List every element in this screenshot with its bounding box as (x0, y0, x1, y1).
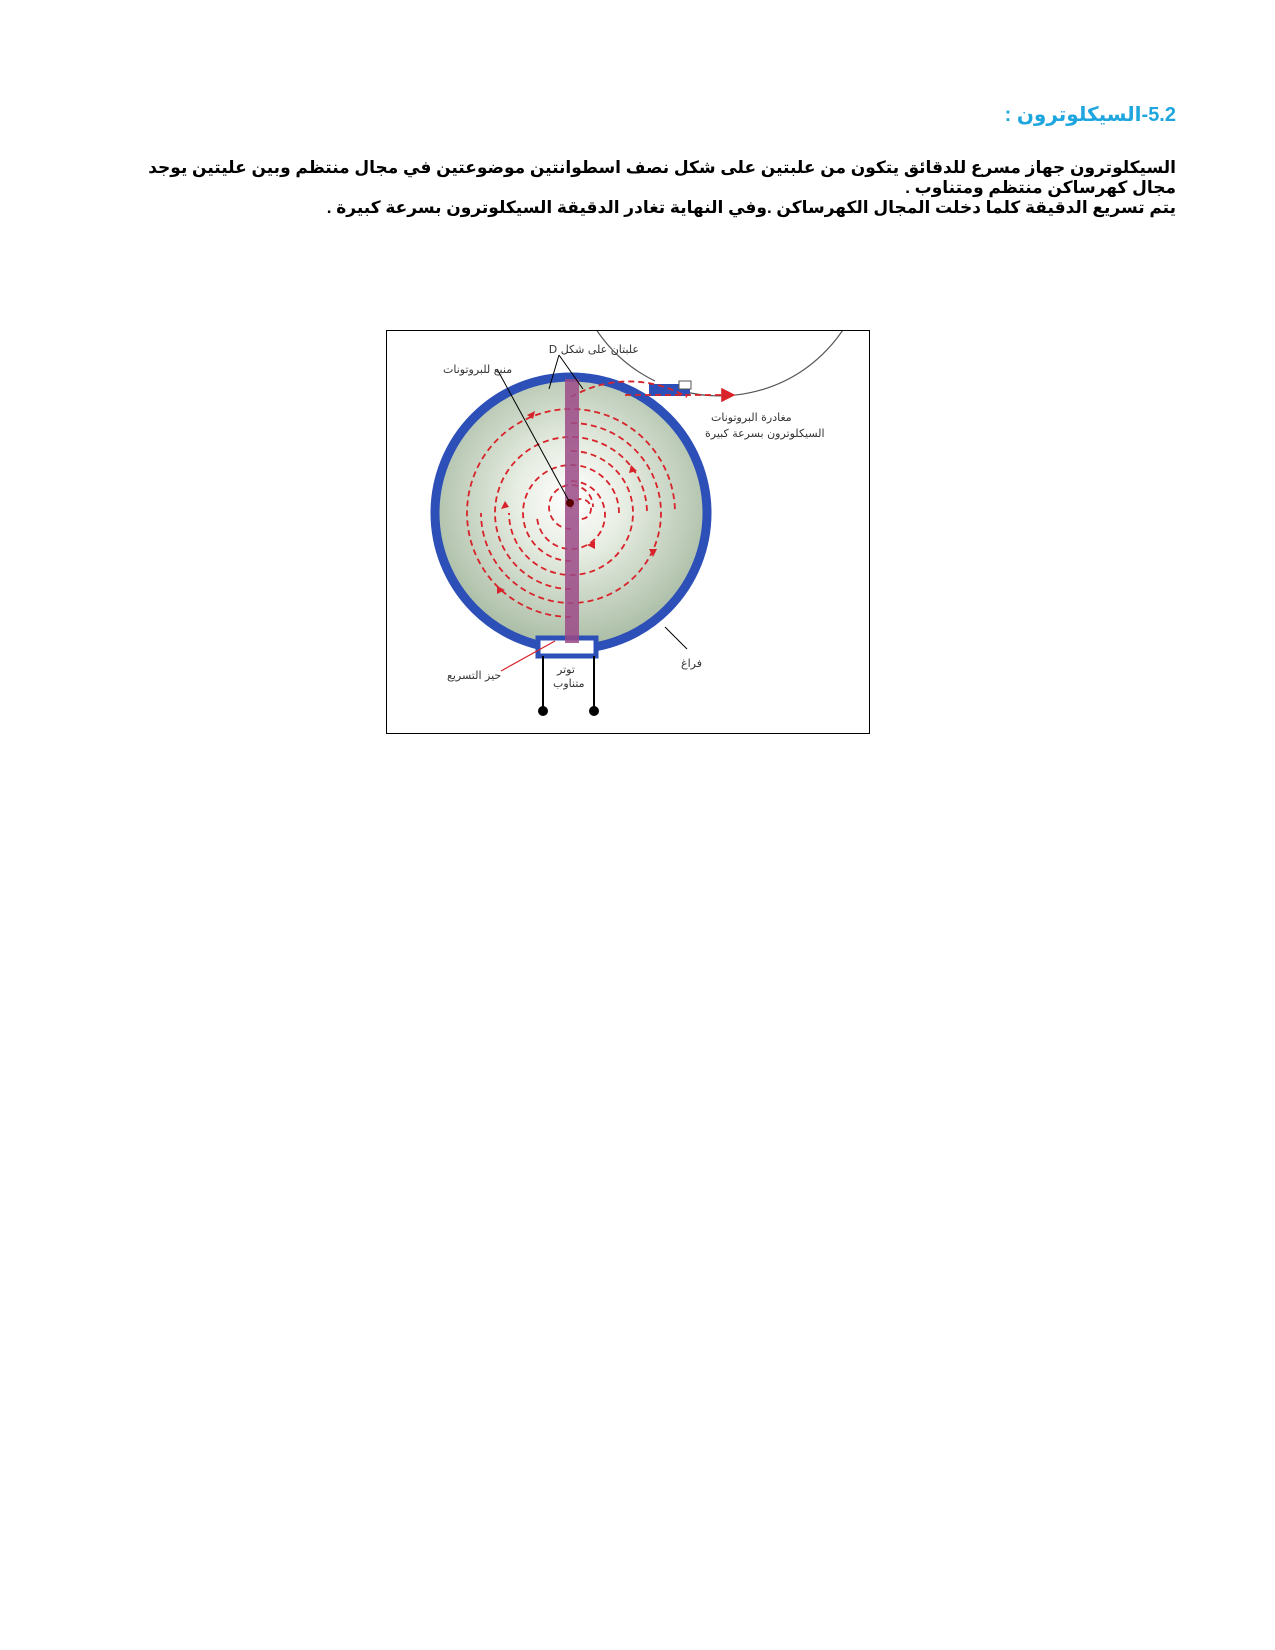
label-exit-1: مغادرة البروتونات (711, 411, 792, 424)
label-voltage-1: توتر (557, 663, 575, 676)
acceleration-gap-bar (565, 379, 579, 643)
label-voltage-2: متناوب (553, 677, 585, 690)
cyclotron-diagram (387, 331, 868, 732)
label-gap: حيز التسريع (447, 669, 502, 682)
paragraph-definition: السيكلوترون جهاز مسرع للدقائق يتكون من علبتين على شكل نصف اسطوانتين موضوعتين في مجال منتظم وبين عليتين يوجد مجال كهرساكن منتظم ومتناوب . (148, 158, 1176, 197)
label-dees: علبتان على شكل D (548, 343, 639, 356)
label-exit-2: السيكلوترون بسرعة كبيرة (705, 427, 825, 440)
cyclotron-figure (386, 330, 870, 734)
label-vacuum: فراغ (681, 657, 702, 670)
body-text (116, 158, 1176, 218)
paragraph-acceleration: يتم تسريع الدقيقة كلما دخلت المجال الكهرساكن .وفي النهاية تغادر الدقيقة السيكلوترون بسرعة كبيرة . (326, 198, 1176, 217)
label-source: منبع للبروتونات (443, 363, 513, 376)
proton-source-dot (566, 499, 574, 507)
section-heading: 5.2-السيكلوترون : (1004, 104, 1176, 126)
